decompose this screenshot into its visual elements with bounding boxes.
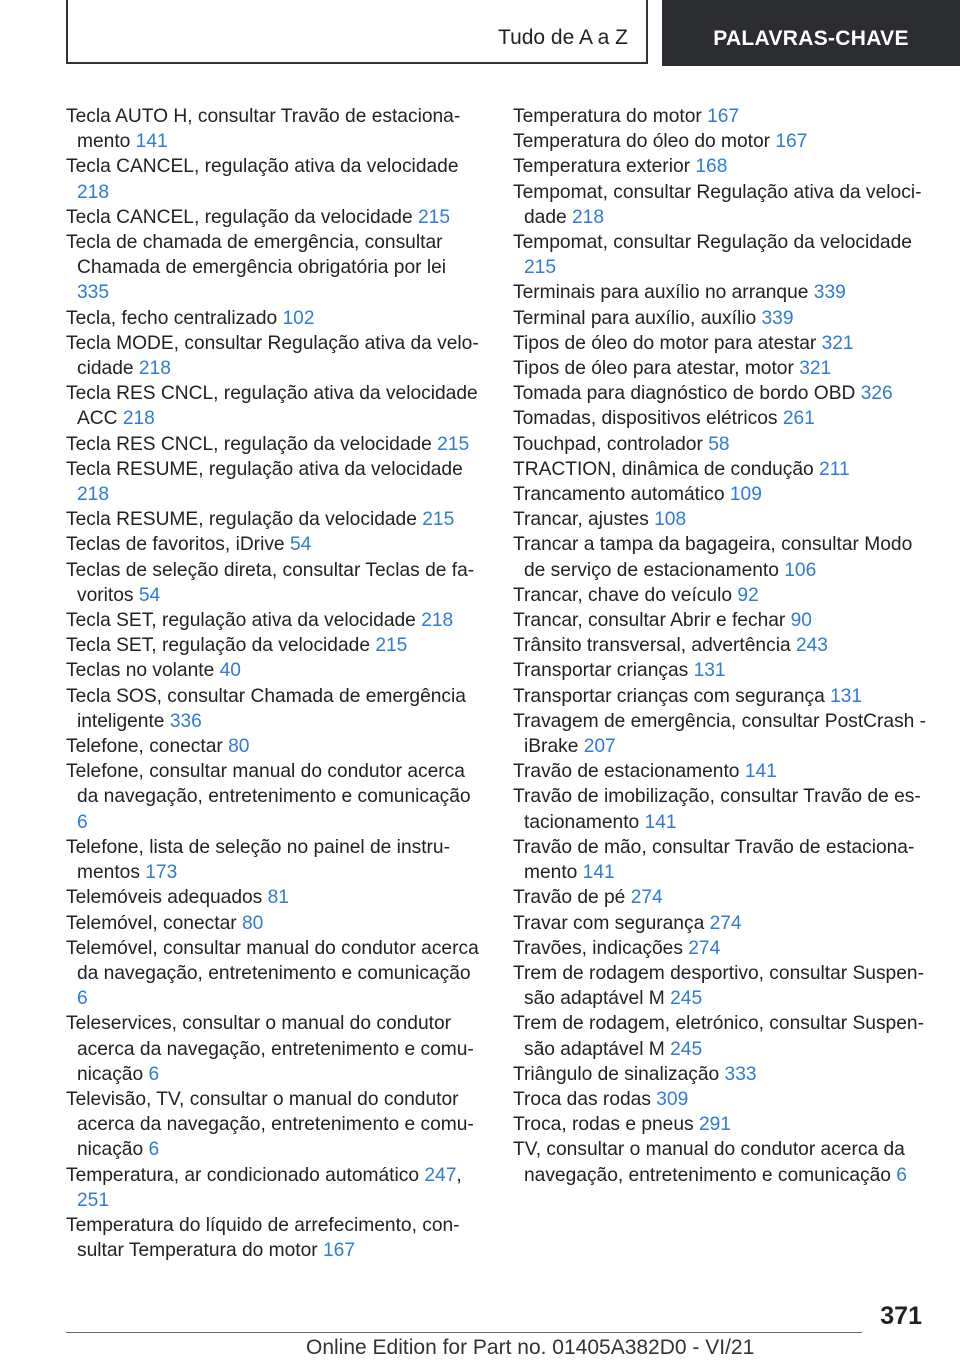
index-entry: [66, 1087, 482, 1163]
index-entry: [66, 608, 482, 633]
page-reference-link[interactable]: 6: [148, 1063, 160, 1085]
page-reference-link[interactable]: 106: [784, 559, 817, 581]
index-entry: [66, 381, 482, 431]
index-entry-term: Trancar, consultar Abrir e fechar: [513, 610, 791, 632]
index-entry-term: Tempomat, consultar Regulação ativa da velocidade: [513, 181, 922, 228]
page-reference-link[interactable]: 6: [77, 811, 88, 833]
index-entry: [66, 457, 482, 507]
page-reference-link[interactable]: 131: [830, 685, 863, 707]
index-entry-term: Travões, indicações: [513, 937, 689, 959]
index-entry-term: Tecla, fecho centralizado: [66, 307, 283, 329]
page-reference-link[interactable]: 92: [737, 584, 759, 606]
index-entry: [513, 154, 933, 179]
index-entry: [513, 633, 933, 658]
index-entry: [66, 885, 482, 910]
page-reference-link[interactable]: 339: [813, 282, 846, 304]
page-reference-link[interactable]: 245: [670, 988, 703, 1010]
index-entry-term: Trancar, chave do veículo: [513, 584, 738, 606]
page-reference-link[interactable]: 215: [375, 635, 408, 657]
index-entry: [513, 180, 933, 230]
index-entry-term: Trancar, ajustes: [513, 509, 655, 531]
index-entry-term: Tomada para diagnóstico de bordo OBD: [513, 383, 861, 405]
index-entry-term: Trem de rodagem, eletrónico, consultar Suspensão adaptável M: [513, 1013, 924, 1060]
page-reference-link[interactable]: 291: [698, 1114, 731, 1136]
page-reference-link[interactable]: 243: [795, 635, 828, 657]
index-entry-term: Teclas de favoritos, iDrive: [66, 534, 290, 556]
page-reference-link[interactable]: 80: [228, 736, 250, 758]
index-entry: [513, 709, 933, 759]
page-reference-link[interactable]: 167: [323, 1240, 356, 1262]
index-entry: [513, 759, 933, 784]
index-entry: [66, 658, 482, 683]
index-entry: [66, 1163, 482, 1213]
index-entry: [513, 129, 933, 154]
index-entry: [513, 608, 933, 633]
index-entry-term: Tempomat, consultar Regulação da velocidade: [513, 232, 912, 254]
index-entry-term: Telefone, lista de seleção no painel de instrumentos: [66, 836, 450, 884]
page-reference-link[interactable]: 251: [77, 1189, 110, 1211]
index-entry-term: Temperatura do líquido de arrefecimento, consultar Temperatura do motor: [66, 1214, 460, 1262]
index-entry: [513, 432, 933, 457]
page-reference-link[interactable]: 218: [77, 484, 110, 506]
page-reference-link[interactable]: 261: [782, 408, 815, 430]
index-entry: [513, 835, 933, 885]
index-entry-term: Travão de imobilização, consultar Travão de estacionamento: [513, 786, 921, 833]
page-reference-link[interactable]: 215: [437, 433, 470, 455]
chapter-tab: [662, 0, 960, 66]
index-entry: [513, 104, 933, 129]
index-column-right: [513, 104, 933, 1188]
index-entry-term: Travagem de emergência, consultar PostCrash - iBrake: [513, 710, 927, 758]
index-entry-term: Tecla CANCEL, regulação da velocidade: [66, 206, 418, 228]
index-entry: [513, 356, 933, 381]
index-entry: [513, 1062, 933, 1087]
page-reference-link[interactable]: 108: [654, 509, 687, 531]
page-reference-link[interactable]: 54: [289, 534, 312, 556]
header-section-tab: [66, 0, 648, 64]
page-reference-link[interactable]: 215: [417, 206, 450, 228]
index-entry-term: Terminal para auxílio, auxílio: [513, 307, 762, 329]
index-entry: [66, 331, 482, 381]
index-entry-term: Triângulo de sinalização: [513, 1063, 725, 1085]
index-entry: [513, 457, 933, 482]
page-reference-link[interactable]: 141: [582, 862, 615, 884]
index-entry: [66, 507, 482, 532]
index-entry: [66, 684, 482, 734]
page-reference-link[interactable]: 215: [524, 257, 557, 279]
index-entry: [513, 1087, 933, 1112]
index-entry: [513, 658, 933, 683]
index-entry-term: Trancamento automático: [513, 484, 730, 506]
index-entry: [66, 154, 482, 204]
index-entry: [513, 936, 933, 961]
index-entry-term: Tecla CANCEL, regulação ativa da velocidade: [66, 156, 459, 178]
page-reference-link[interactable]: 245: [670, 1038, 703, 1060]
index-entry-term: Tomadas, dispositivos elétricos: [513, 408, 783, 430]
index-entry: [66, 230, 482, 306]
page-reference-link[interactable]: 207: [583, 736, 616, 758]
page-reference-link[interactable]: 90: [790, 610, 812, 632]
index-entry: [66, 835, 482, 885]
index-entry-term: Transportar crianças com segurança: [513, 685, 831, 707]
index-entry-term: Tecla RES CNCL, regulação da velocidade: [66, 433, 438, 455]
index-entry: [513, 961, 933, 1011]
page-reference-link[interactable]: 335: [77, 282, 110, 304]
index-entry: [66, 558, 482, 608]
page-reference-link[interactable]: 109: [729, 484, 762, 506]
index-entry: [66, 734, 482, 759]
page-reference-link[interactable]: 218: [421, 610, 454, 632]
index-entry: [513, 406, 933, 431]
page-reference-link[interactable]: 40: [219, 660, 241, 682]
index-entry: [66, 1011, 482, 1087]
section-title: Tudo de A a Z: [498, 26, 628, 49]
page-reference-link[interactable]: 247: [424, 1164, 457, 1186]
index-entry: [513, 306, 933, 331]
page-reference-link[interactable]: 80: [241, 912, 264, 934]
page-reference-link[interactable]: 102: [282, 307, 315, 329]
index-entry-term: Tecla SET, regulação ativa da velocidade: [66, 610, 422, 632]
index-entry-term: Troca, rodas e pneus: [513, 1114, 699, 1136]
page-reference-link[interactable]: 339: [761, 307, 794, 329]
footer-edition-text: Online Edition for Part no. 01405A382D0 - VI/21: [306, 1336, 755, 1359]
index-entry-term: Telefone, conectar: [66, 736, 229, 758]
index-entry: [66, 432, 482, 457]
index-entry: [66, 936, 482, 1012]
page-reference-link[interactable]: 81: [267, 887, 289, 909]
page-number: 371: [880, 1302, 922, 1330]
index-entry-term: Tecla MODE, consultar Regulação ativa da velocidade: [66, 332, 479, 380]
page-reference-link[interactable]: 218: [138, 358, 171, 380]
index-entry-term: Travão de pé: [513, 887, 631, 909]
page-reference-link[interactable]: 333: [724, 1063, 757, 1085]
page-reference-link[interactable]: 6: [77, 988, 88, 1010]
index-entry: [66, 104, 482, 154]
page-reference-link[interactable]: 309: [656, 1088, 689, 1110]
index-entry-term: Tipos de óleo do motor para atestar: [513, 332, 822, 354]
footer-divider: [66, 1332, 862, 1333]
index-entry: [66, 306, 482, 331]
index-entry-term: Tecla RESUME, regulação ativa da velocidade: [66, 458, 463, 480]
index-entry-term: Telemóvel, conectar: [66, 912, 242, 934]
index-entry-term: Temperatura do motor: [513, 106, 708, 127]
page-reference-link[interactable]: 218: [77, 181, 110, 203]
index-entry: [513, 911, 933, 936]
index-entry: [513, 381, 933, 406]
page-separator: ,: [456, 1164, 462, 1186]
index-entry-term: Troca das rodas: [513, 1088, 657, 1110]
index-entry: [66, 1213, 482, 1263]
index-entry-term: Telemóvel, consultar manual do condutor acerca da navegação, entretenimento e comunicação: [66, 937, 479, 984]
index-entry: [513, 331, 933, 356]
page-reference-link[interactable]: 274: [630, 887, 663, 909]
index-entry-term: TV, consultar o manual do condutor acerca da navegação, entretenimento e comunicação: [513, 1139, 905, 1186]
index-entry: [513, 684, 933, 709]
page-reference-link[interactable]: 58: [708, 433, 730, 455]
page-reference-link[interactable]: 168: [695, 156, 728, 178]
index-entry-term: Teclas de seleção direta, consultar Teclas de favoritos: [66, 559, 475, 606]
page-reference-link[interactable]: 321: [821, 332, 854, 354]
index-entry-term: Transportar crianças: [513, 660, 694, 682]
page-reference-link[interactable]: 211: [819, 458, 850, 480]
page-reference-link[interactable]: 274: [688, 937, 721, 959]
page-reference-link[interactable]: 6: [148, 1139, 160, 1161]
index-entry-term: Trânsito transversal, advertência: [513, 635, 796, 657]
index-entry-term: Travão de estacionamento: [513, 761, 745, 783]
index-entry-term: Travão de mão, consultar Travão de estacionamento: [513, 836, 915, 884]
page-reference-link[interactable]: 6: [896, 1164, 907, 1186]
page-reference-link[interactable]: 218: [572, 206, 605, 228]
index-entry: [513, 230, 933, 280]
index-entry: [513, 280, 933, 305]
page-reference-link[interactable]: 167: [707, 106, 740, 127]
index-entry: [513, 583, 933, 608]
page-reference-link[interactable]: 218: [122, 408, 155, 430]
page-reference-link[interactable]: 141: [644, 811, 677, 833]
page-reference-link[interactable]: 326: [860, 383, 893, 405]
page-reference-link[interactable]: 131: [693, 660, 726, 682]
index-entry-term: Televisão, TV, consultar o manual do condutor acerca da navegação, entretenimento e comunicação: [66, 1088, 474, 1161]
index-entry-term: Tecla RESUME, regulação da velocidade: [66, 509, 423, 531]
index-entry-term: Trancar a tampa da bagageira, consultar Modo de serviço de estacionamento: [513, 534, 913, 581]
index-entry-term: Tecla RES CNCL, regulação ativa da velocidade ACC: [66, 383, 478, 430]
index-entry-term: Tipos de óleo para atestar, motor: [513, 358, 800, 380]
index-entry-term: Travar com segurança: [513, 912, 710, 934]
index-entry-term: Temperatura, ar condicionado automático: [66, 1164, 425, 1186]
index-entry-term: Touchpad, controlador: [513, 433, 709, 455]
index-entry: [66, 633, 482, 658]
index-entry-term: Temperatura do óleo do motor: [513, 131, 776, 153]
page-reference-link[interactable]: 141: [744, 761, 777, 783]
index-entry-term: Temperatura exterior: [513, 156, 696, 178]
index-entry-term: Teleservices, consultar o manual do condutor acerca da navegação, entretenimento e comunicação: [66, 1013, 474, 1085]
page-reference-link[interactable]: 274: [709, 912, 742, 934]
index-entry-term: Tecla AUTO H, consultar Travão de estacionamento: [66, 106, 461, 153]
index-entry: [66, 759, 482, 835]
page-reference-link[interactable]: 141: [135, 131, 168, 153]
index-entry: [513, 1011, 933, 1061]
index-entry: [66, 532, 482, 557]
index-entry-term: TRACTION, dinâmica de condução: [513, 458, 820, 480]
index-entry: [513, 784, 933, 834]
page-reference-link[interactable]: 336: [169, 710, 202, 732]
index-entry: [66, 205, 482, 230]
page-reference-link[interactable]: 54: [138, 584, 161, 606]
page-reference-link[interactable]: 167: [775, 131, 808, 153]
page-reference-link[interactable]: 215: [422, 509, 455, 531]
page-reference-link[interactable]: 321: [799, 358, 832, 380]
index-entry: [513, 532, 933, 582]
index-entry-term: Trem de rodagem desportivo, consultar Suspensão adaptável M: [513, 962, 924, 1010]
index-entry-term: Tecla SET, regulação da velocidade: [66, 635, 376, 657]
index-entry: [66, 911, 482, 936]
index-entry: [513, 1137, 933, 1187]
chapter-title: PALAVRAS-CHAVE: [713, 27, 909, 50]
index-entry-term: Telemóveis adequados: [66, 887, 268, 909]
index-entry: [513, 507, 933, 532]
index-entry: [513, 482, 933, 507]
index-entry-term: Tecla de chamada de emergência, consultar Chamada de emergência obrigatória por lei: [66, 232, 447, 279]
index-entry-term: Telefone, consultar manual do condutor acerca da navegação, entretenimento e comunicação: [66, 761, 471, 808]
index-entry-term: Teclas no volante: [66, 660, 220, 682]
index-column-left: [66, 104, 482, 1263]
index-entry-term: Terminais para auxílio no arranque: [513, 282, 814, 304]
page-reference-link[interactable]: 173: [145, 862, 178, 884]
index-entry: [513, 1112, 933, 1137]
index-entry-term: Tecla SOS, consultar Chamada de emergência inteligente: [66, 685, 466, 732]
index-entry: [513, 885, 933, 910]
